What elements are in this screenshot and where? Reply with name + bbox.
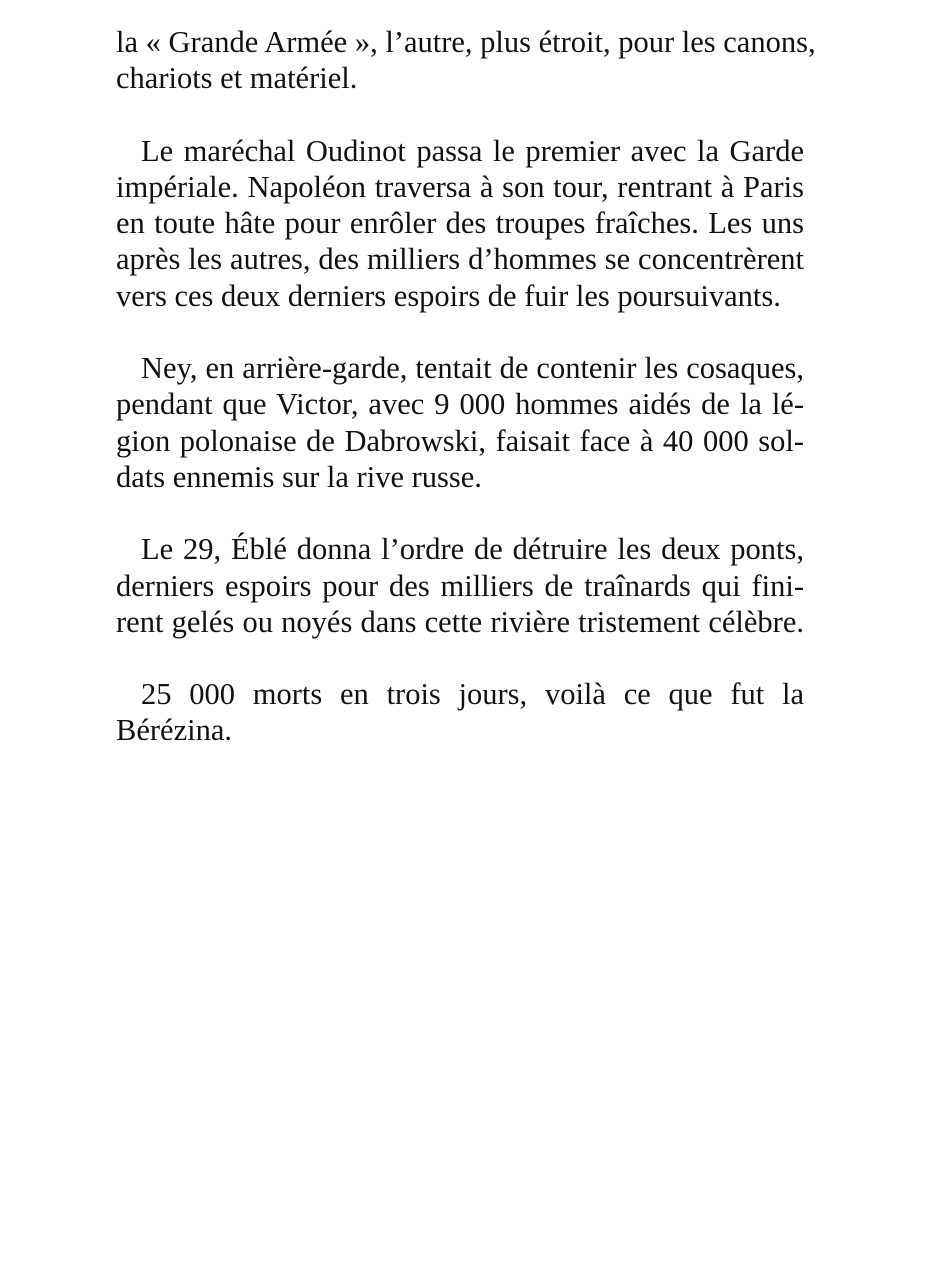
text-line: Le 29, Éblé donna l’ordre de détruire les deux ponts, (141, 532, 804, 567)
page-body (116, 24, 816, 785)
paragraph-1 (116, 24, 816, 97)
text-line: Ney, en arrière-garde, tentait de contenir les cosaques, (141, 351, 804, 386)
text-line: dats ennemis sur la rive russe. (116, 459, 482, 494)
paragraph-3 (116, 350, 804, 495)
paragraph-5 (116, 676, 804, 749)
text-line: après les autres, des milliers d’hommes se concentrèrent (116, 242, 804, 277)
text-line: vers ces deux derniers espoirs de fuir les poursuivants. (116, 278, 781, 313)
text-line: pendant que Victor, avec 9 000 hommes aidés de la lé- (116, 387, 804, 422)
paragraph-4 (116, 531, 804, 640)
text-line: derniers espoirs pour des milliers de traînards qui fini- (116, 568, 804, 603)
paragraph-2 (116, 133, 804, 314)
text-line: rent gelés ou noyés dans cette rivière tristement célèbre. (116, 604, 804, 639)
text-line: Bérézina. (116, 713, 232, 748)
text-line: gion polonaise de Dabrowski, faisait face à 40 000 sol- (116, 423, 804, 458)
text-line: 25 000 morts en trois jours, voilà ce que fut la (141, 677, 804, 712)
text-line: Le maréchal Oudinot passa le premier avec la Garde (141, 133, 804, 168)
text-line: impériale. Napoléon traversa à son tour, rentrant à Paris (116, 169, 804, 204)
text-line: en toute hâte pour enrôler des troupes fraîches. Les uns (116, 206, 804, 241)
text-line: chariots et matériel. (116, 61, 358, 96)
text-line: la « Grande Armée », l’autre, plus étroit, pour les canons, (116, 25, 816, 59)
